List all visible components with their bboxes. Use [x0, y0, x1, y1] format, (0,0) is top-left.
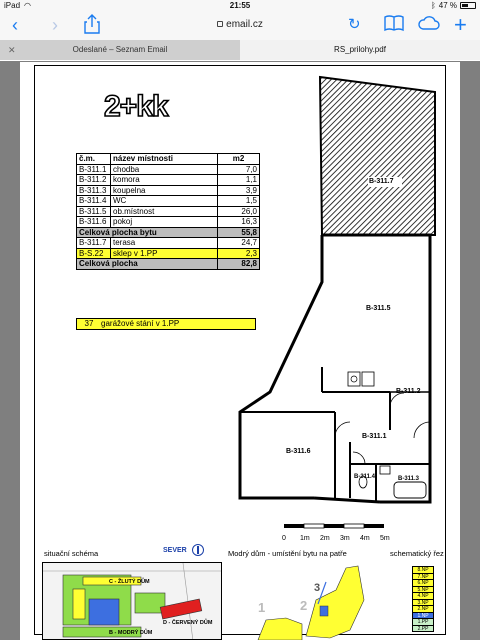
- floor-1np-selected: 1.NP: [412, 612, 434, 620]
- room-name: chodba: [111, 164, 218, 175]
- status-bar: [0, 0, 480, 12]
- room-area: 1,1: [218, 175, 260, 186]
- address-bar[interactable]: [160, 16, 320, 34]
- room-label: B-311.6: [286, 448, 311, 455]
- pdf-page[interactable]: [20, 62, 460, 640]
- tab-bar: [0, 40, 480, 60]
- room-area: 7,0: [218, 164, 260, 175]
- header-cell: m2: [218, 154, 260, 165]
- room-area: 1,5: [218, 196, 260, 207]
- door-swing: [390, 393, 404, 407]
- garage-number: 37: [84, 319, 94, 328]
- kitchen-unit: [362, 372, 374, 386]
- scale-label: 0: [282, 535, 286, 542]
- door-swing: [414, 422, 430, 438]
- kitchen-unit: [348, 372, 360, 386]
- scale-label: 3m: [340, 535, 350, 542]
- room-id: B-311.3: [77, 185, 111, 196]
- room-area: 26,0: [218, 206, 260, 217]
- floor-4np: 4.NP: [412, 592, 434, 600]
- reload-icon[interactable]: ↻: [348, 16, 361, 33]
- room-name: komora: [111, 175, 218, 186]
- floor-2pp: 2.PP: [412, 625, 434, 633]
- clock: 21:55: [229, 1, 251, 10]
- tab-email[interactable]: [0, 40, 240, 60]
- browser-toolbar: [0, 12, 480, 40]
- room-label: B-311.2: [396, 388, 421, 395]
- tab-pdf-label: RS_prilohy.pdf: [334, 45, 386, 54]
- room-label: B-311.3: [398, 476, 420, 482]
- back-chevron-icon[interactable]: ‹: [12, 15, 18, 35]
- room-id: B-311.7: [77, 238, 111, 249]
- modry-dum-caption: Modrý dům - umístění bytu na patře: [228, 549, 347, 558]
- room-label: B-311.5: [366, 305, 391, 312]
- url-text: email.cz: [226, 19, 263, 30]
- wifi-icon: ◠: [24, 1, 31, 10]
- map-label: D - ČERVENÝ DŮM: [163, 620, 213, 626]
- room-area: 3,9: [218, 185, 260, 196]
- room-label: B-311.1: [362, 433, 387, 440]
- room-id: B-311.1: [77, 164, 111, 175]
- tab-email-label: Odeslané – Seznam Email: [72, 45, 168, 54]
- bathtub-icon: [394, 482, 426, 498]
- wing-number: 3: [314, 582, 321, 594]
- situation-map: [42, 562, 222, 640]
- section-caption: schematický řez: [390, 549, 444, 558]
- subtotal-value: 55,8: [218, 227, 260, 238]
- floor-3np: 3.NP: [412, 599, 434, 607]
- room-id: B-311.5: [77, 206, 111, 217]
- floor-7np: 7.NP: [412, 573, 434, 581]
- battery-icon: [460, 2, 476, 9]
- layout-type-heading: 2+kk: [104, 90, 168, 123]
- east-wall: [322, 235, 430, 502]
- floor-stack: [412, 567, 434, 632]
- room-area: 2,3: [218, 248, 260, 259]
- room-id: B-S.22: [77, 248, 111, 259]
- device-name: iPad: [4, 1, 21, 10]
- scale-bar: [284, 524, 384, 528]
- scale-label: 5m: [380, 535, 390, 542]
- room-name: koupelna: [111, 185, 218, 196]
- south-wall: [314, 498, 380, 502]
- floor-5np: 5.NP: [412, 586, 434, 594]
- tab-pdf[interactable]: [240, 40, 480, 60]
- bookmarks-button[interactable]: [384, 14, 404, 37]
- door-swing: [353, 452, 365, 464]
- room-label: B-311.7: [369, 178, 394, 185]
- battery-percent: 47 %: [438, 1, 457, 10]
- share-icon: [84, 14, 100, 34]
- room-area: 24,7: [218, 238, 260, 249]
- garage-label: garážové stání v 1.PP: [101, 319, 180, 328]
- total-label: Celková plocha: [77, 259, 218, 270]
- room-name: ob.místnost: [111, 206, 218, 217]
- new-tab-plus-icon[interactable]: +: [454, 12, 467, 37]
- room-name: pokoj: [111, 217, 218, 228]
- room-id: B-311.4: [77, 196, 111, 207]
- room-name: terasa: [111, 238, 218, 249]
- room-id: B-311.2: [77, 175, 111, 186]
- map-label: B - MODRÝ DŮM: [109, 630, 153, 636]
- scale-label: 4m: [360, 535, 370, 542]
- scale-label: 1m: [300, 535, 310, 542]
- north-label: SEVER: [163, 547, 187, 554]
- total-value: 82,8: [218, 259, 260, 270]
- compass-icon: [192, 544, 204, 556]
- room-area: 16,3: [218, 217, 260, 228]
- room-id: B-311.6: [77, 217, 111, 228]
- situation-caption: situační schéma: [44, 549, 99, 558]
- lock-icon: [217, 21, 223, 27]
- room-name: sklep v 1.PP: [111, 248, 218, 259]
- west-wall: [240, 235, 322, 498]
- floor-6np: 6.NP: [412, 579, 434, 587]
- door-swing: [335, 422, 350, 437]
- floor-2np: 2.NP: [412, 605, 434, 613]
- terrace-area: [320, 77, 435, 235]
- floor-1pp: 1.PP: [412, 618, 434, 626]
- bluetooth-icon: ᛒ: [430, 1, 436, 10]
- book-icon: [384, 14, 404, 32]
- subtotal-label: Celková plocha bytu: [77, 227, 218, 238]
- floor-8np: 8.NP: [412, 566, 434, 574]
- stove-icon: [351, 376, 357, 382]
- wing-number: 2: [300, 598, 308, 613]
- cloud-icon: [418, 15, 440, 31]
- header-cell: název místnosti: [111, 154, 218, 165]
- header-cell: č.m.: [77, 154, 111, 165]
- room-name: WC: [111, 196, 218, 207]
- map-label: C - ŽLUTÝ DŮM: [109, 579, 150, 585]
- wing-number: 1: [258, 600, 266, 615]
- forward-chevron-icon[interactable]: ›: [52, 15, 58, 35]
- sink-icon: [380, 466, 390, 474]
- close-tab-icon[interactable]: ✕: [8, 45, 16, 55]
- situation-map-drawing: [43, 563, 222, 640]
- icloud-tabs-button[interactable]: [418, 14, 440, 36]
- room-label: B-311.4: [354, 474, 376, 480]
- share-button[interactable]: [84, 14, 100, 39]
- scale-label: 2m: [320, 535, 330, 542]
